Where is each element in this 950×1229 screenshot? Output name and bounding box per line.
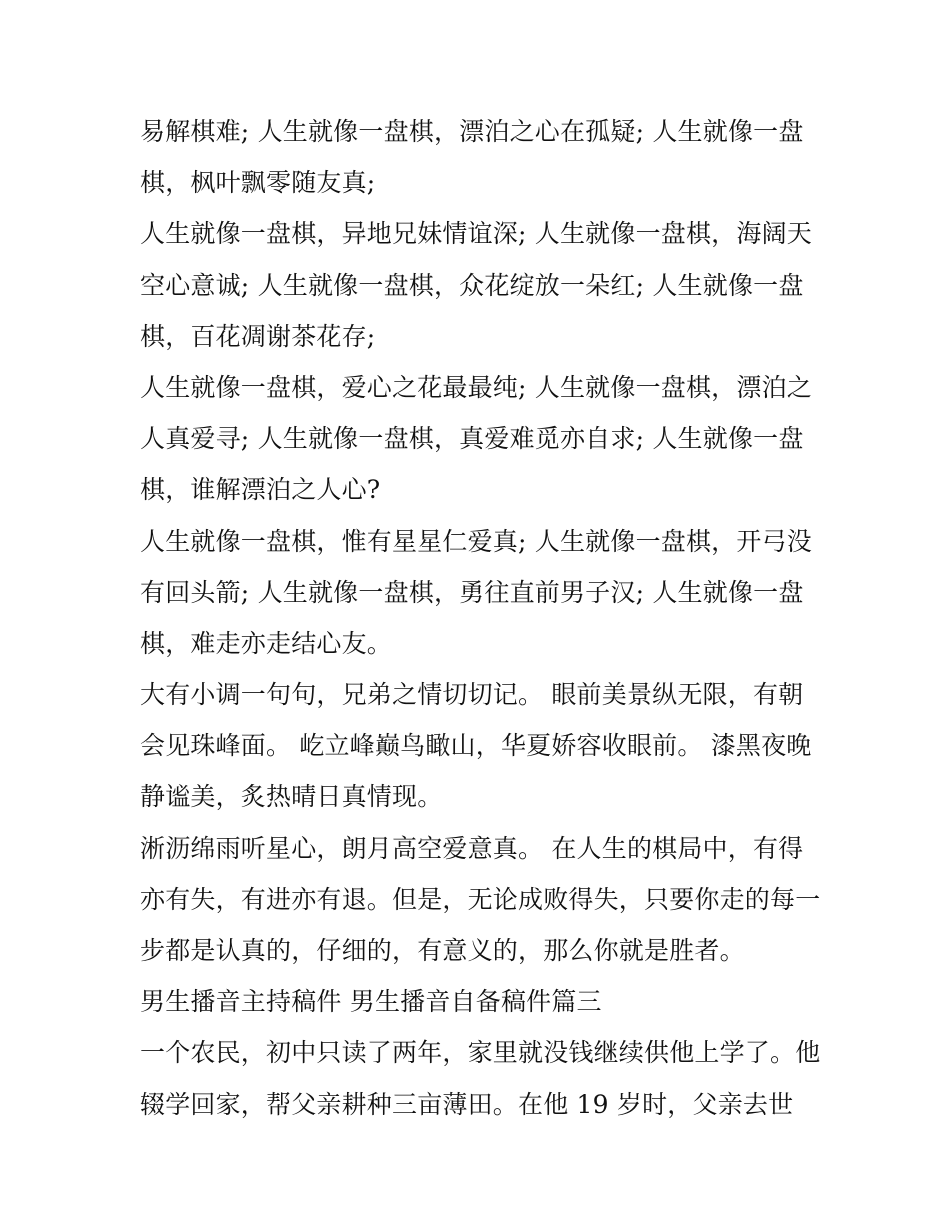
text-line: 一个农民，初中只读了两年，家里就没钱继续供他上学了。他 — [140, 1038, 821, 1068]
text-line: 棋，百花凋谢茶花存; — [140, 321, 376, 351]
text-line: 静谧美，炙热晴日真情现。 — [140, 782, 443, 812]
text-line: 棋，枫叶飘零随友真; — [140, 168, 376, 198]
text-line: 棋，谁解漂泊之人心? — [140, 475, 381, 505]
text-line: 淅沥绵雨听星心，朗月高空爱意真。 在人生的棋局中，有得 — [140, 833, 804, 863]
text-line: 大有小调一句句，兄弟之情切切记。 眼前美景纵无限，有朝 — [140, 680, 804, 710]
text-line: 易解棋难; 人生就像一盘棋，漂泊之心在孤疑; 人生就像一盘 — [140, 117, 804, 146]
document-body — [140, 106, 820, 1130]
text-line: 步都是认真的，仔细的，有意义的，那么你就是胜者。 — [140, 936, 745, 965]
text-line: 有回头箭; 人生就像一盘棋，勇往直前男子汉; 人生就像一盘 — [140, 577, 804, 607]
text-line: 辍学回家，帮父亲耕种三亩薄田。在他 19 岁时，父亲去世 — [140, 1089, 794, 1119]
text-line: 会见珠峰面。 屹立峰巅鸟瞰山，华夏娇容收眼前。 漆黑夜晚 — [140, 731, 812, 761]
text-line: 人生就像一盘棋，惟有星星仁爱真; 人生就像一盘棋，开弓没 — [140, 526, 812, 556]
section-heading: 男生播音主持稿件 男生播音自备稿件篇三 — [140, 987, 602, 1017]
text-line: 人生就像一盘棋，异地兄妹情谊深; 人生就像一盘棋，海阔天 — [140, 219, 812, 249]
text-line: 亦有失，有进亦有退。但是，无论成败得失，只要你走的每一 — [140, 884, 821, 914]
text-line: 人真爱寻; 人生就像一盘棋，真爱难觅亦自求; 人生就像一盘 — [140, 424, 804, 454]
text-line: 空心意诚; 人生就像一盘棋，众花绽放一朵红; 人生就像一盘 — [140, 270, 804, 300]
text-line: 人生就像一盘棋，爱心之花最最纯; 人生就像一盘棋，漂泊之 — [140, 372, 812, 402]
text-line: 棋，难走亦走结心友。 — [140, 628, 393, 658]
